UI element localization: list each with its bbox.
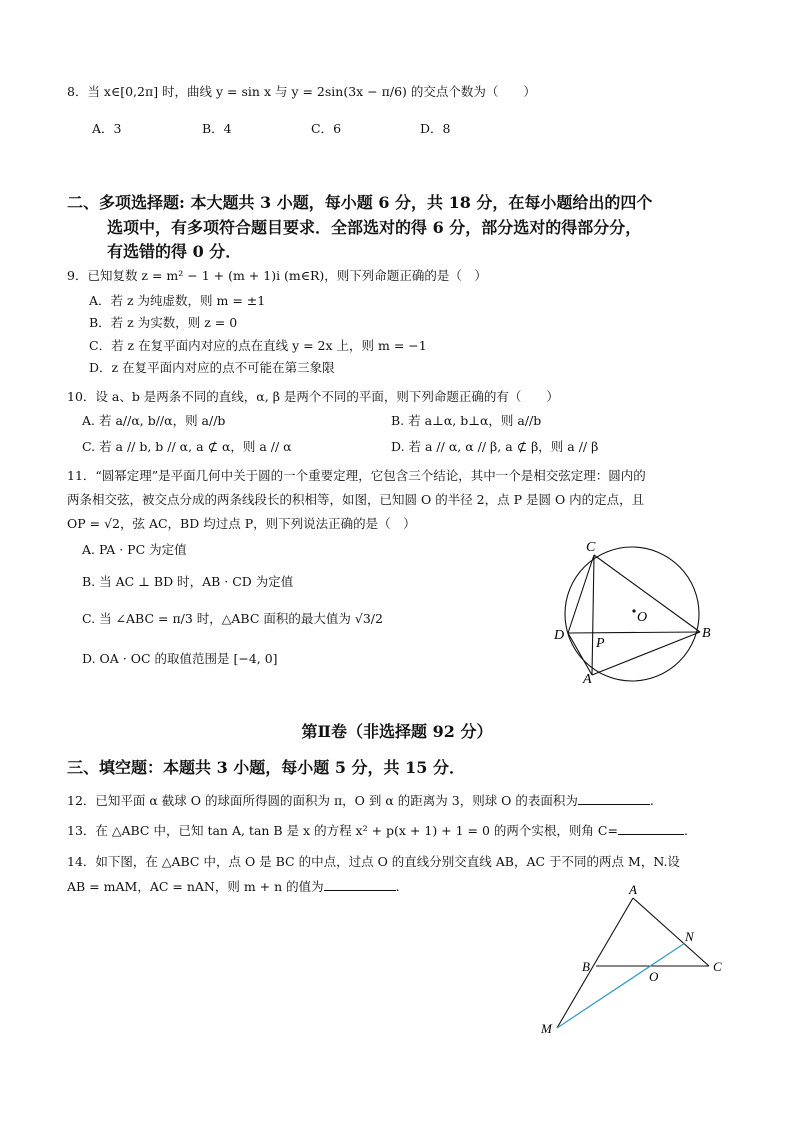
q8-option-b: B．4 [202,121,232,136]
answer-blank-14[interactable] [324,878,396,891]
section-2-heading-line2: 选项中，有多项符合题目要求．全部选对的得 6 分，部分选对的得部分分， [107,218,642,237]
circle-chord-figure [545,535,725,685]
label-o-2: O [649,969,659,984]
section-2-heading-line3: 有选错的得 0 分． [107,242,242,261]
q9-option-d: D．z 在复平面内对应的点不可能在第三象限 [89,360,335,375]
question-10-text: 10．设 a、b 是两条不同的直线，α, β 是两个不同的平面，则下列命题正确的有（ ） [67,389,559,404]
label-o: O [637,610,648,625]
question-9-text: 9．已知复数 z = m² − 1 + (m + 1)i (m∈R)，则下列命题正确的是（ ） [67,268,487,283]
segment-ac [633,898,709,966]
circle-o [565,547,699,681]
q11-option-d: D. OA · OC 的取值范围是 [−4, 0] [82,651,278,666]
q10-option-c: C. 若 a // b, b // α, a ⊄ α，则 a // α [82,439,292,454]
answer-blank-12[interactable] [578,792,650,805]
question-14-line2-wrap: AB = mAM，AC = nAN，则 m + n 的值为 . [67,879,400,894]
label-c: C [586,540,596,555]
part-2-title: 第Ⅱ卷（非选择题 92 分） [301,722,493,741]
question-13: 13．在 △ABC 中，已知 tan A, tan B 是 x 的方程 x² + p(x + 1) + 1 = 0 的两个实根，则角 C= . [67,823,688,838]
segment-db [568,632,700,633]
answer-blank-13[interactable] [618,822,684,835]
question-14-line1: 14．如下图，在 △ABC 中，点 O 是 BC 的中点，过点 O 的直线分别交直线 AB，AC 于不同的两点 M，N.设 [67,854,680,869]
label-n: N [685,929,694,944]
question-13-text: 13．在 △ABC 中，已知 tan A, tan B 是 x 的方程 x² + p(x + 1) + 1 = 0 的两个实根，则角 C= [67,823,618,838]
label-p: P [596,636,605,651]
label-c-2: C [713,959,722,974]
question-14-line2: AB = mAM，AC = nAN，则 m + n 的值为 [67,879,324,894]
q9-option-a: A．若 z 为纯虚数，则 m = ±1 [89,293,266,308]
segment-ab [592,632,700,675]
center-point-o [632,609,635,612]
section-2-heading-line1: 二、多项选择题: 本大题共 3 小题，每小题 6 分，共 18 分，在每小题给出的四个 [67,193,653,212]
label-b: B [702,626,711,641]
triangle-figure [535,880,735,1035]
q11-option-c: C. 当 ∠ABC = π/3 时，△ABC 面积的最大值为 √3/2 [82,611,383,626]
q10-option-d: D. 若 a // α, α // β, a ⊄ β，则 a // β [391,439,599,454]
question-12-text: 12．已知平面 α 截球 O 的球面所得圆的面积为 π，O 到 α 的距离为 3，则球 O 的表面积为 [67,793,578,808]
label-m: M [541,1021,552,1035]
segment-ca [592,555,594,675]
q8-option-c: C．6 [311,121,342,136]
question-11-line2: 两条相交弦，被交点分成的两条线段长的积相等，如图，已知圆 O 的半径 2，点 P 是圆 O 内的定点，且 [67,492,645,507]
question-11-line3: OP = √2，弦 AC，BD 均过点 P，则下列说法正确的是（ ） [67,516,416,531]
label-a-2: A [629,882,637,897]
segment-cd [568,555,594,633]
q11-option-b: B. 当 AC ⊥ BD 时，AB · CD 为定值 [82,574,294,589]
label-b-2: B [582,959,590,974]
q9-option-c: C．若 z 在复平面内对应的点在直线 y = 2x 上，则 m = −1 [89,338,427,353]
question-8-text: 8．当 x∈[0,2π] 时，曲线 y = sin x 与 y = 2sin(3x − π/6) 的交点个数为（ ） [67,84,536,99]
segment-mn [557,943,685,1028]
q8-option-a: A．3 [92,121,122,136]
segment-da [568,633,592,675]
segment-am [557,898,633,1028]
q10-option-a: A. 若 a//α, b//α，则 a//b [82,413,226,428]
q10-option-b: B. 若 a⊥α, b⊥α，则 a//b [391,413,542,428]
question-12: 12．已知平面 α 截球 O 的球面所得圆的面积为 π，O 到 α 的距离为 3，则球 O 的表面积为 . [67,793,654,808]
section-3-heading: 三、填空题：本题共 3 小题，每小题 5 分，共 15 分． [67,758,465,777]
label-d: D [554,628,565,643]
question-11-line1: 11．“圆幂定理”是平面几何中关于圆的一个重要定理，它包含三个结论，其中一个是相交弦定理：圆内的 [67,468,646,483]
label-a: A [583,672,592,685]
q8-option-d: D．8 [420,121,451,136]
q9-option-b: B．若 z 为实数，则 z = 0 [89,315,238,330]
q11-option-a: A. PA · PC 为定值 [82,542,187,557]
